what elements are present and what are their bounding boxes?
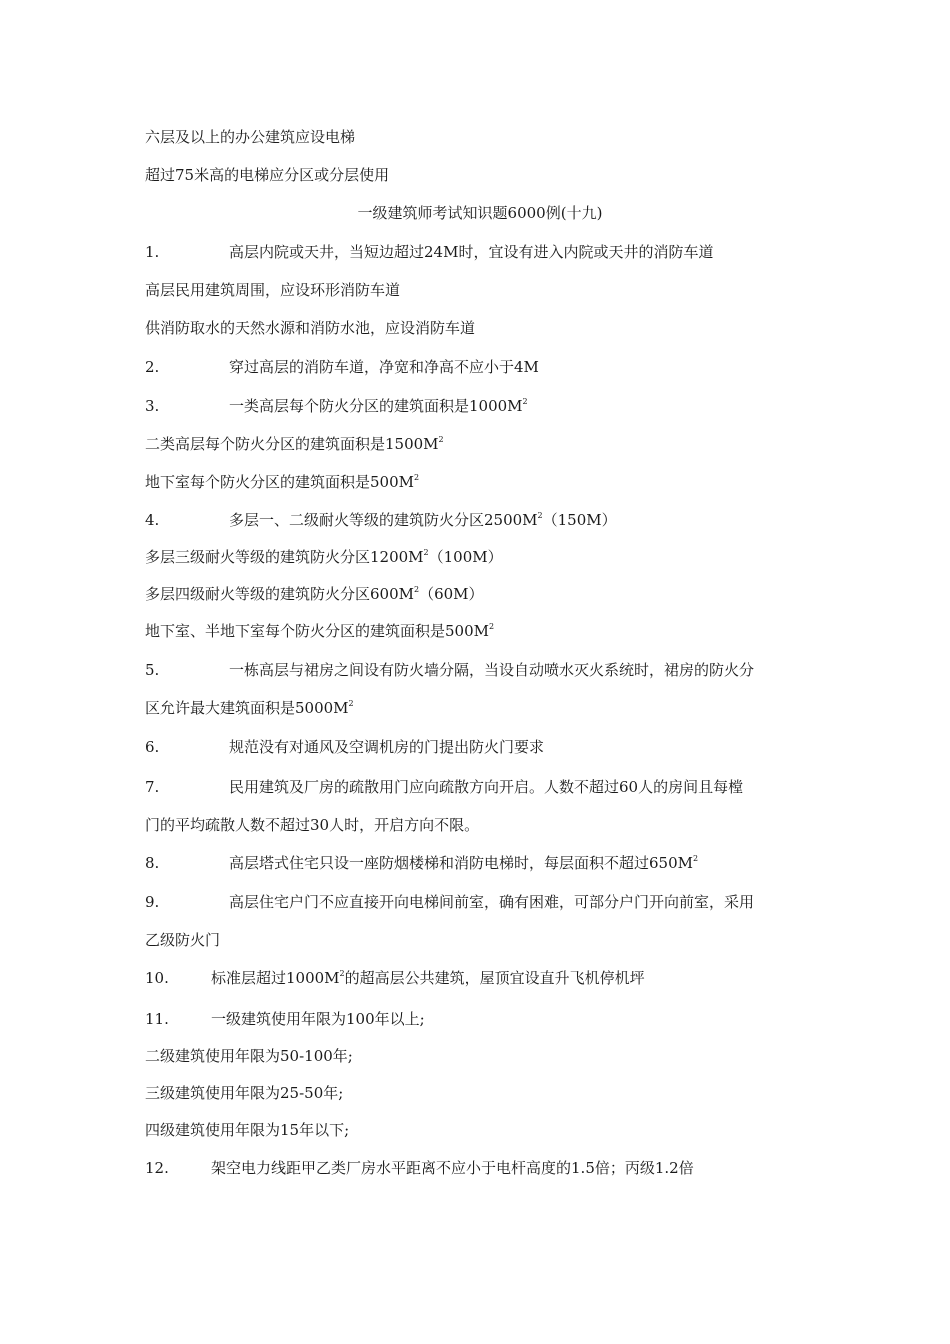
item-text-suffix: 的超高层公共建筑，屋顶宜设直升飞机停机坪	[344, 969, 645, 987]
item-3	[145, 396, 815, 416]
item-number: 8.	[145, 854, 160, 872]
item-text: 二类高层每个防火分区的建筑面积是1500M	[145, 435, 439, 453]
item-text: 民用建筑及厂房的疏散用门应向疏散方向开启。人数不超过60人的房间且每樘	[229, 778, 744, 796]
item-11-line-2: 二级建筑使用年限为50-100年;	[145, 1047, 353, 1065]
intro-line-1: 六层及以上的办公建筑应设电梯	[145, 128, 356, 146]
item-text: 穿过高层的消防车道，净宽和净高不应小于4M	[229, 358, 539, 376]
superscript: 2	[438, 435, 444, 444]
superscript: 2	[348, 699, 354, 708]
item-number: 9.	[145, 893, 160, 911]
item-text-suffix: （100M）	[428, 548, 503, 566]
intro-line-2: 超过75米高的电梯应分区或分层使用	[145, 166, 390, 184]
item-text: 标准层超过1000M	[211, 969, 340, 987]
item-11	[145, 1009, 815, 1029]
item-text: 地下室每个防火分区的建筑面积是500M	[145, 473, 414, 491]
item-7-line-2: 门的平均疏散人数不超过30人时，开启方向不限。	[145, 816, 480, 834]
item-text: 多层一、二级耐火等级的建筑防火分区2500M	[229, 511, 538, 529]
item-10	[145, 968, 815, 988]
superscript: 2	[522, 397, 528, 406]
item-text: 多层三级耐火等级的建筑防火分区1200M	[145, 548, 424, 566]
item-5	[145, 660, 815, 680]
item-9-line-2: 乙级防火门	[145, 931, 221, 949]
item-11-line-4: 四级建筑使用年限为15年以下;	[145, 1121, 350, 1139]
item-text: 高层住宅户门不应直接开向电梯间前室，确有困难，可部分户门开向前室，采用	[229, 893, 755, 911]
item-text: 多层四级耐火等级的建筑防火分区600M	[145, 585, 414, 603]
superscript: 2	[693, 854, 699, 863]
item-number: 5.	[145, 661, 160, 679]
item-text-suffix: （150M）	[542, 511, 617, 529]
section-title: 一级建筑师考试知识题6000例(十九)	[357, 204, 603, 222]
item-number: 12.	[145, 1159, 169, 1177]
item-number: 4.	[145, 511, 160, 529]
item-text: 区允许最大建筑面积是5000M	[145, 699, 349, 717]
item-6	[145, 737, 815, 757]
item-text: 高层内院或天井，当短边超过24M时，宜设有进入内院或天井的消防车道	[229, 243, 714, 261]
superscript: 2	[537, 511, 543, 520]
item-number: 10.	[145, 969, 169, 987]
item-number: 1.	[145, 243, 160, 261]
item-4-line-3	[145, 584, 815, 604]
superscript: 2	[414, 585, 420, 594]
item-4	[145, 510, 815, 530]
item-text: 高层塔式住宅只设一座防烟楼梯和消防电梯时，每层面积不超过650M	[229, 854, 693, 872]
item-text: 架空电力线距甲乙类厂房水平距离不应小于电杆高度的1.5倍；丙级1.2倍	[211, 1159, 694, 1177]
item-number: 3.	[145, 397, 160, 415]
item-3-line-2	[145, 434, 815, 454]
superscript: 2	[414, 473, 420, 482]
superscript: 2	[423, 548, 429, 557]
item-text: 规范没有对通风及空调机房的门提出防火门要求	[229, 738, 545, 756]
item-1-line-2: 高层民用建筑周围，应设环形消防车道	[145, 281, 401, 299]
superscript: 2	[489, 622, 495, 631]
item-8	[145, 853, 815, 873]
item-1-line-3: 供消防取水的天然水源和消防水池，应设消防车道	[145, 319, 476, 337]
item-number: 11.	[145, 1010, 169, 1028]
item-text-suffix: （60M）	[419, 585, 484, 603]
item-number: 7.	[145, 778, 160, 796]
item-4-line-4	[145, 621, 815, 641]
item-3-line-3	[145, 472, 815, 492]
item-number: 6.	[145, 738, 160, 756]
item-text: 地下室、半地下室每个防火分区的建筑面积是500M	[145, 622, 489, 640]
item-text: 一类高层每个防火分区的建筑面积是1000M	[229, 397, 523, 415]
superscript: 2	[339, 969, 345, 978]
item-2	[145, 357, 815, 377]
item-1	[145, 242, 815, 262]
item-9	[145, 892, 815, 912]
item-7	[145, 777, 815, 797]
item-12	[145, 1158, 815, 1178]
item-5-line-2	[145, 698, 815, 718]
item-4-line-2	[145, 547, 815, 567]
item-number: 2.	[145, 358, 160, 376]
item-text: 一级建筑使用年限为100年以上;	[211, 1010, 425, 1028]
item-11-line-3: 三级建筑使用年限为25-50年;	[145, 1084, 344, 1102]
item-text: 一栋高层与裙房之间设有防火墙分隔，当设自动喷水灭火系统时，裙房的防火分	[229, 661, 755, 679]
